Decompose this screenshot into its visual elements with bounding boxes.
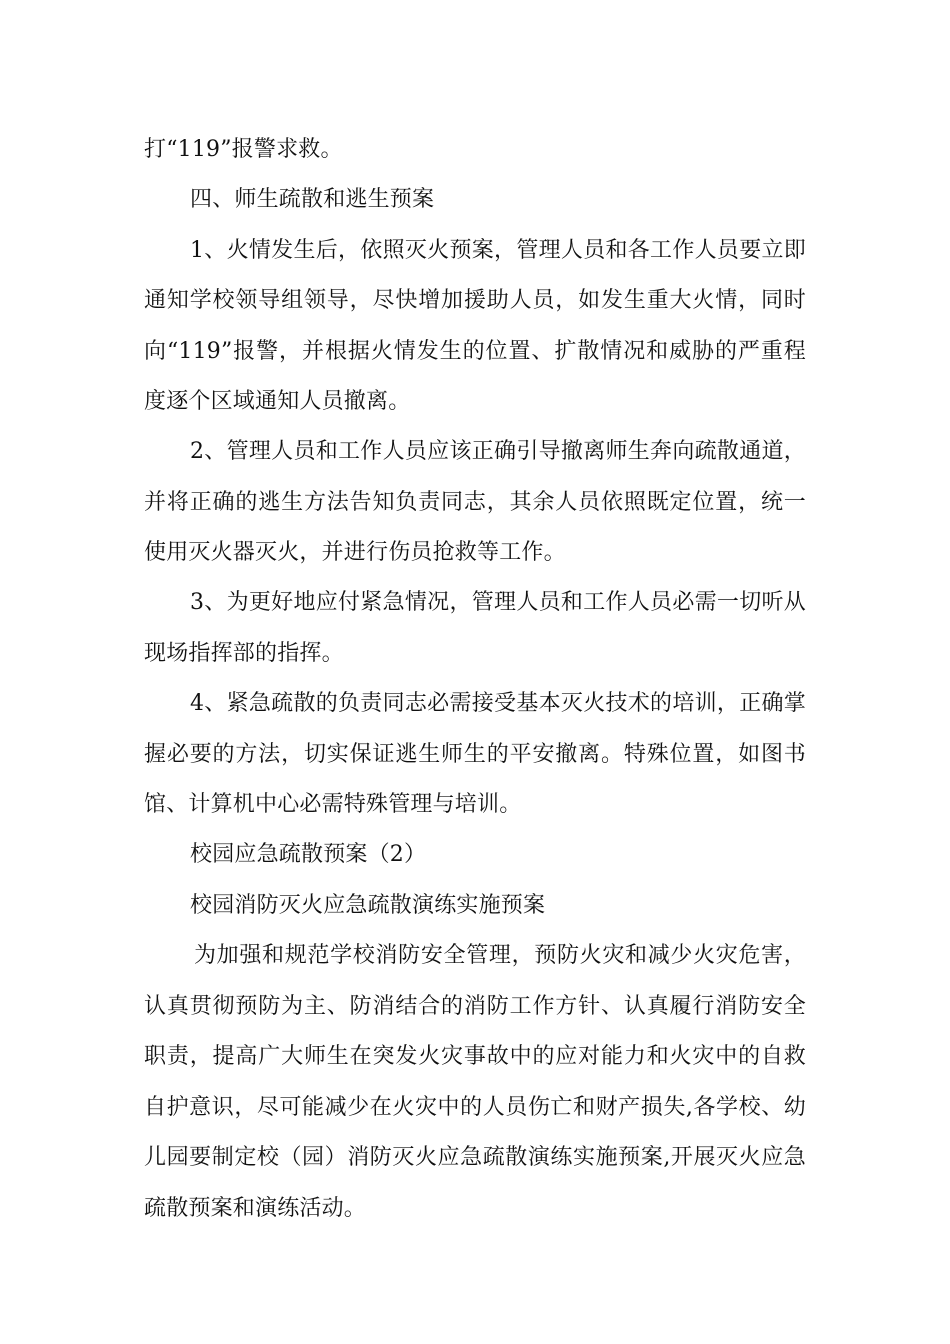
section-heading: 校园应急疏散预案（2） — [190, 842, 427, 867]
paragraph-line: 度逐个区域通知人员撤离。 — [144, 389, 411, 414]
paragraph-line: 儿园要制定校（园）消防灭火应急疏散演练实施预案,开展灭火应急 — [144, 1145, 806, 1170]
paragraph-line: 向“119”报警，并根据火情发生的位置、扩散情况和威胁的严重程 — [144, 339, 806, 364]
paragraph-line: 握必要的方法，切实保证逃生师生的平安撤离。特殊位置，如图书 — [144, 742, 806, 767]
paragraph-line: 4、紧急疏散的负责同志必需接受基本灭火技术的培训，正确掌 — [190, 691, 806, 716]
section-heading: 校园消防灭火应急疏散演练实施预案 — [190, 893, 546, 918]
paragraph-line: 通知学校领导组领导，尽快增加援助人员，如发生重大火情，同时 — [144, 288, 806, 313]
paragraph-line: 职责，提高广大师生在突发火灾事故中的应对能力和火灾中的自救 — [144, 1044, 806, 1069]
paragraph-line: 现场指挥部的指挥。 — [144, 641, 344, 666]
section-heading: 四、师生疏散和逃生预案 — [190, 187, 435, 212]
paragraph-line: 1、火情发生后，依照灭火预案，管理人员和各工作人员要立即 — [190, 238, 806, 263]
paragraph-line: 馆、计算机中心必需特殊管理与培训。 — [144, 792, 522, 817]
paragraph-line: 2、管理人员和工作人员应该正确引导撤离师生奔向疏散通道， — [190, 439, 806, 464]
text-line: 打“119”报警求救。 — [144, 137, 343, 162]
paragraph-line: 疏散预案和演练活动。 — [144, 1196, 367, 1221]
paragraph-line: 自护意识，尽可能减少在火灾中的人员伤亡和财产损失,各学校、幼 — [144, 1095, 806, 1120]
paragraph-line: 并将正确的逃生方法告知负责同志，其余人员依照既定位置，统一 — [144, 490, 806, 515]
paragraph-line: 认真贯彻预防为主、防消结合的消防工作方针、认真履行消防安全 — [144, 994, 806, 1019]
paragraph-line: 使用灭火器灭火，并进行伤员抢救等工作。 — [144, 540, 566, 565]
paragraph-line: 为加强和规范学校消防安全管理，预防火灾和减少火灾危害， — [194, 943, 806, 968]
paragraph-line: 3、为更好地应付紧急情况，管理人员和工作人员必需一切听从 — [190, 590, 806, 615]
